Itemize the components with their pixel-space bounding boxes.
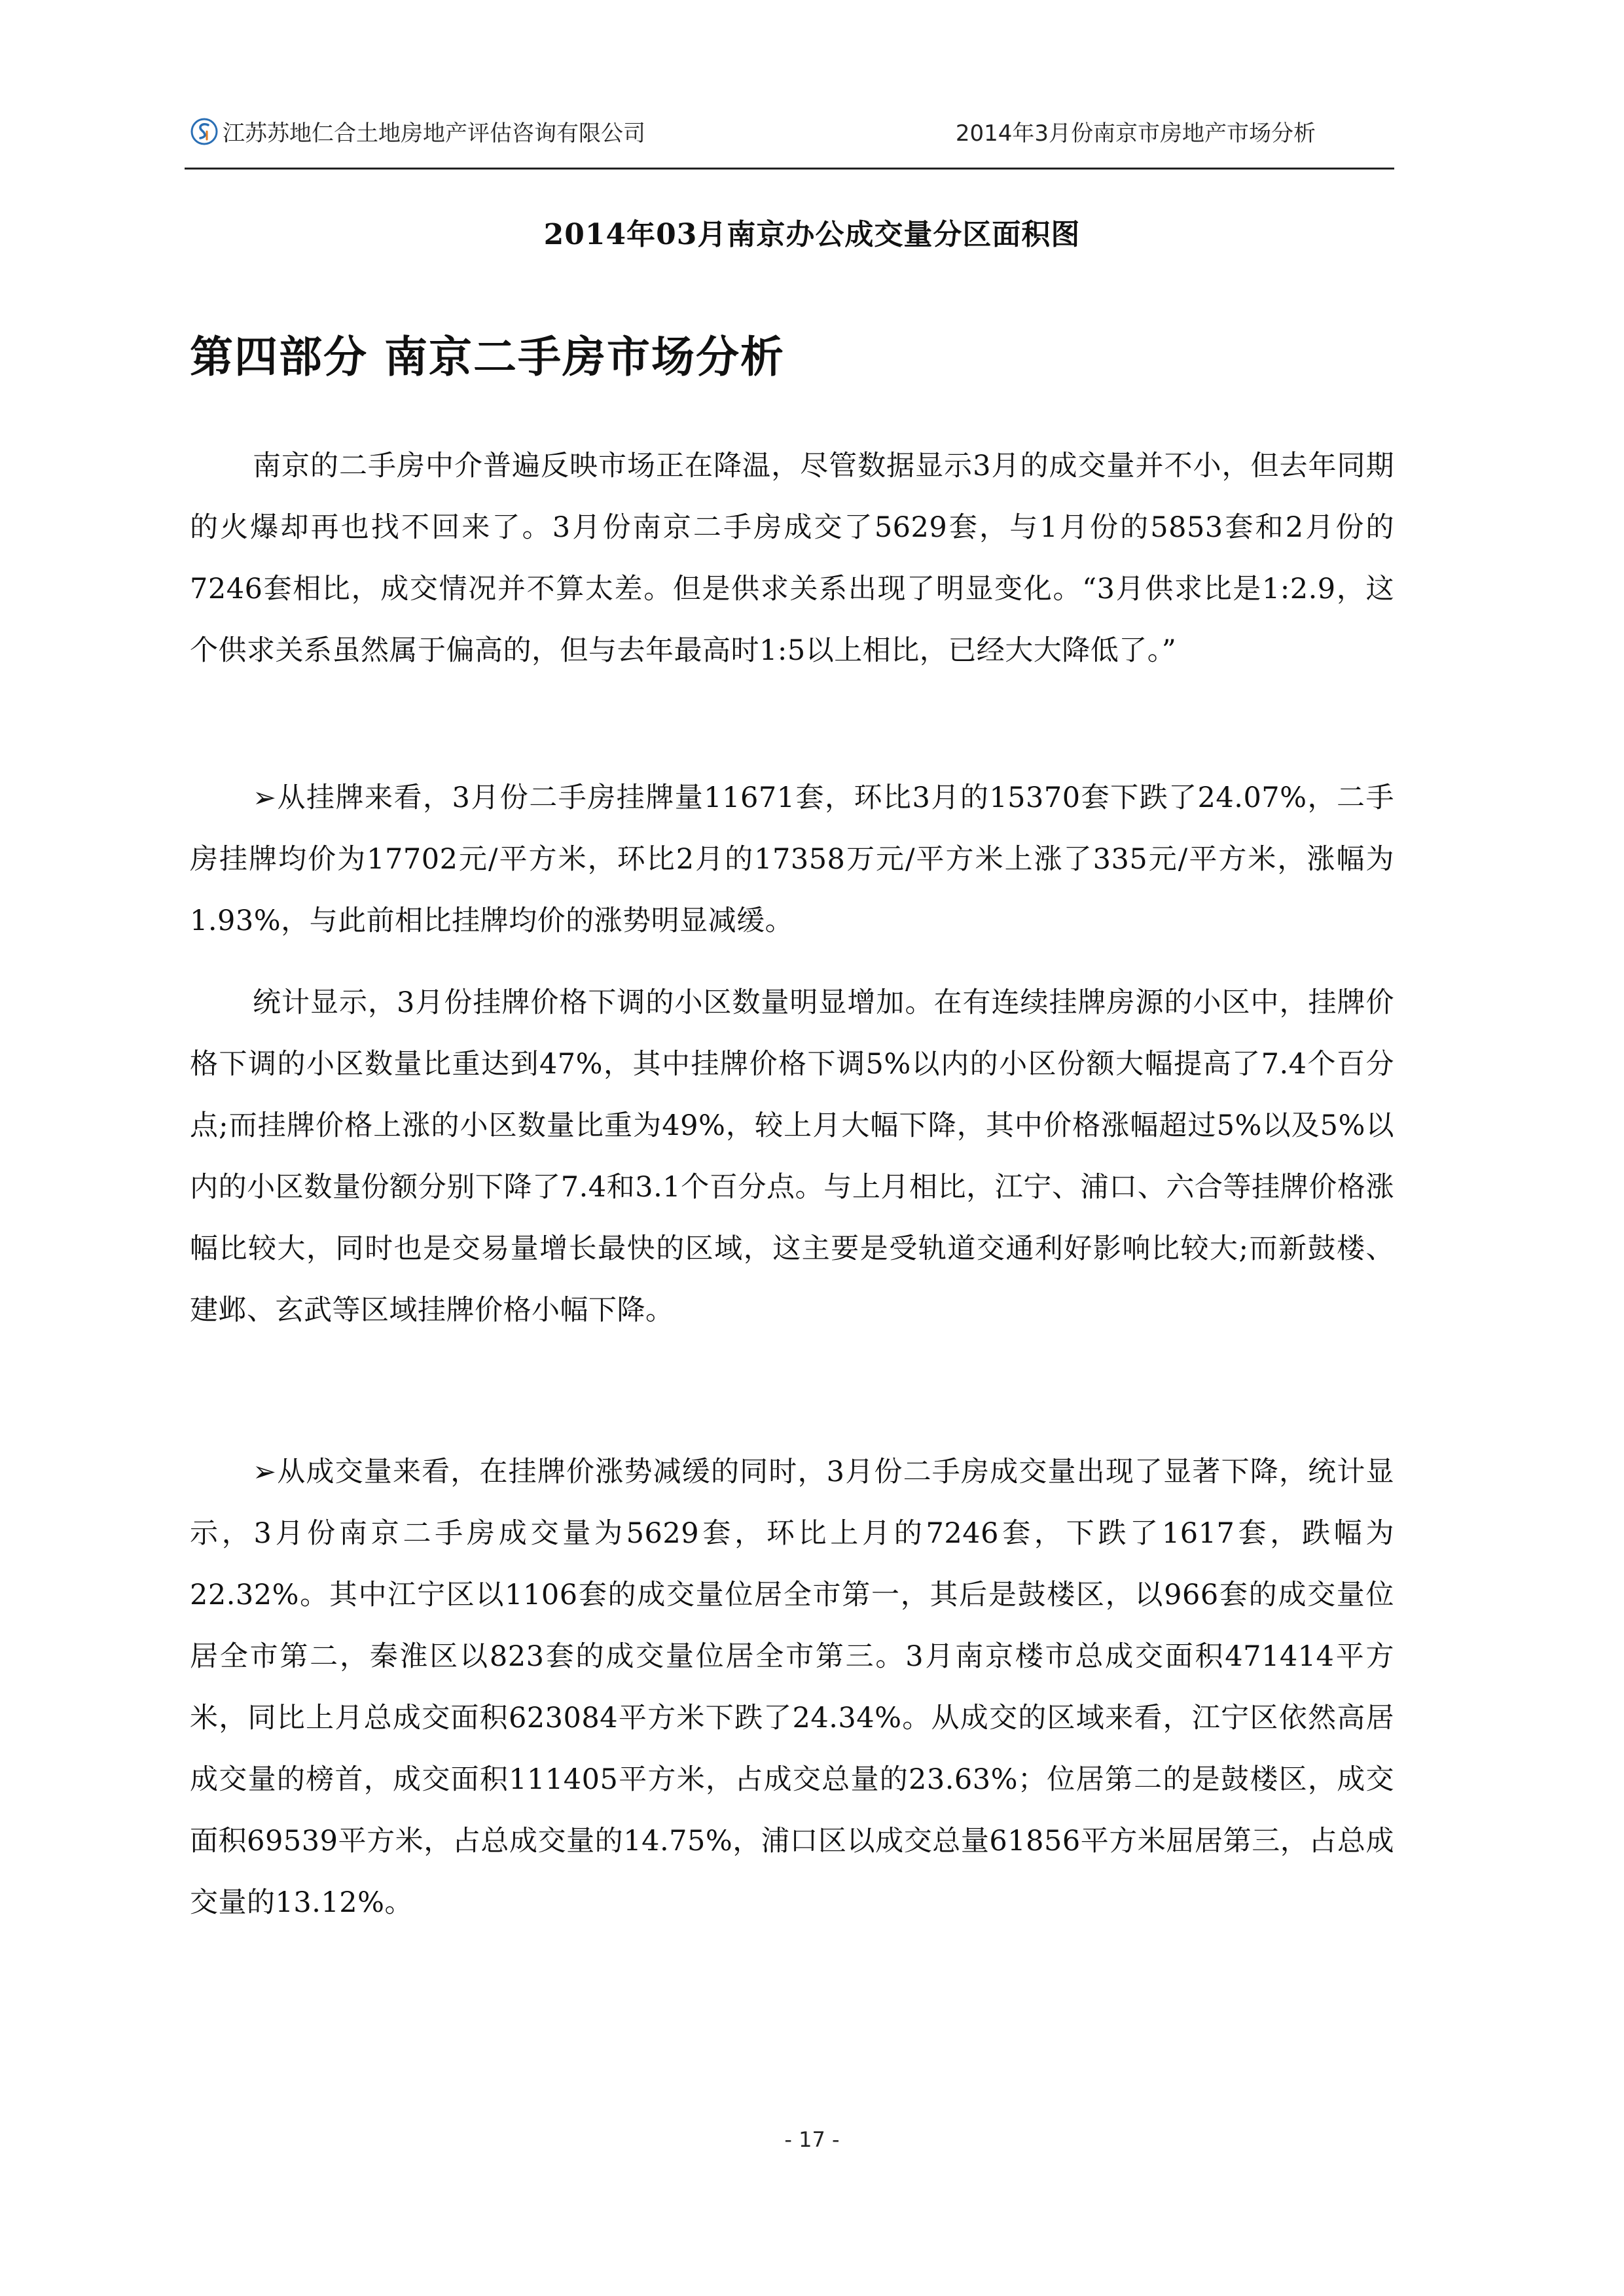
paragraph-2-text: 从挂牌来看，3月份二手房挂牌量11671套，环比3月的15370套下跌了24.07%，二手房挂牌均价为17702元/平方米，环比2月的17358万元/平方米上涨了335元/平方米，涨幅为1.93%，与此前相比挂牌均价的涨势明显减缓。 [190,781,1394,937]
paragraph-3-text: 统计显示，3月份挂牌价格下调的小区数量明显增加。在有连续挂牌房源的小区中，挂牌价格下调的小区数量比重达到47%，其中挂牌价格下调5%以内的小区份额大幅提高了7.4个百分点;而挂牌价格上涨的小区数量比重为49%，较上月大幅下降，其中价格涨幅超过5%以及5%以内的小区数量份额分别下降了7.4和3.1个百分点。与上月相比，江宁、浦口、六合等挂牌价格涨幅比较大，同时也是交易量增长最快的区域，这主要是受轨道交通利好影响比较大;而新鼓楼、建邺、玄武等区域挂牌价格小幅下降。 [190,986,1394,1327]
paragraph-4 [190,1441,1394,1933]
paragraph-1 [190,435,1394,681]
figure-caption: 2014年03月南京办公成交量分区面积图 [543,218,1081,251]
paragraph-2 [190,767,1394,952]
company-logo-icon [190,117,219,146]
paragraph-4-text: 从成交量来看，在挂牌价涨势减缓的同时，3月份二手房成交量出现了显著下降，统计显示，3月份南京二手房成交量为5629套，环比上月的7246套，下跌了1617套，跌幅为22.32%。其中江宁区以1106套的成交量位居全市第一，其后是鼓楼区，以966套的成交量位居全市第二，秦淮区以823套的成交量位居全市第三。3月南京楼市总成交面积471414平方米，同比上月总成交面积623084平方米下跌了24.34%。从成交的区域来看，江宁区依然高居成交量的榜首，成交面积111405平方米，占成交总量的23.63%；位居第二的是鼓楼区，成交面积69539平方米，占总成交量的14.75%，浦口区以成交总量61856平方米屈居第三，占总成交量的13.12%。 [190,1456,1394,1919]
bullet-arrow-icon: ➢ [253,781,277,814]
paragraph-3 [190,972,1394,1341]
section-title: 第四部分 南京二手房市场分析 [190,331,785,382]
page-header [185,110,1394,170]
company-name: 江苏苏地仁合土地房地产评估咨询有限公司 [223,120,645,147]
header-company [190,115,645,147]
page-number: - 17 - [784,2127,840,2152]
report-title: 2014年3月份南京市房地产市场分析 [955,120,1316,147]
paragraph-1-text: 南京的二手房中介普遍反映市场正在降温，尽管数据显示3月的成交量并不小，但去年同期的火爆却再也找不回来了。3月份南京二手房成交了5629套，与1月份的5853套和2月份的7246套相比，成交情况并不算太差。但是供求关系出现了明显变化。“3月供求比是1:2.9，这个供求关系虽然属于偏高的，但与去年最高时1:5以上相比，已经大大降低了。” [190,450,1394,667]
bullet-arrow-icon: ➢ [253,1456,277,1488]
